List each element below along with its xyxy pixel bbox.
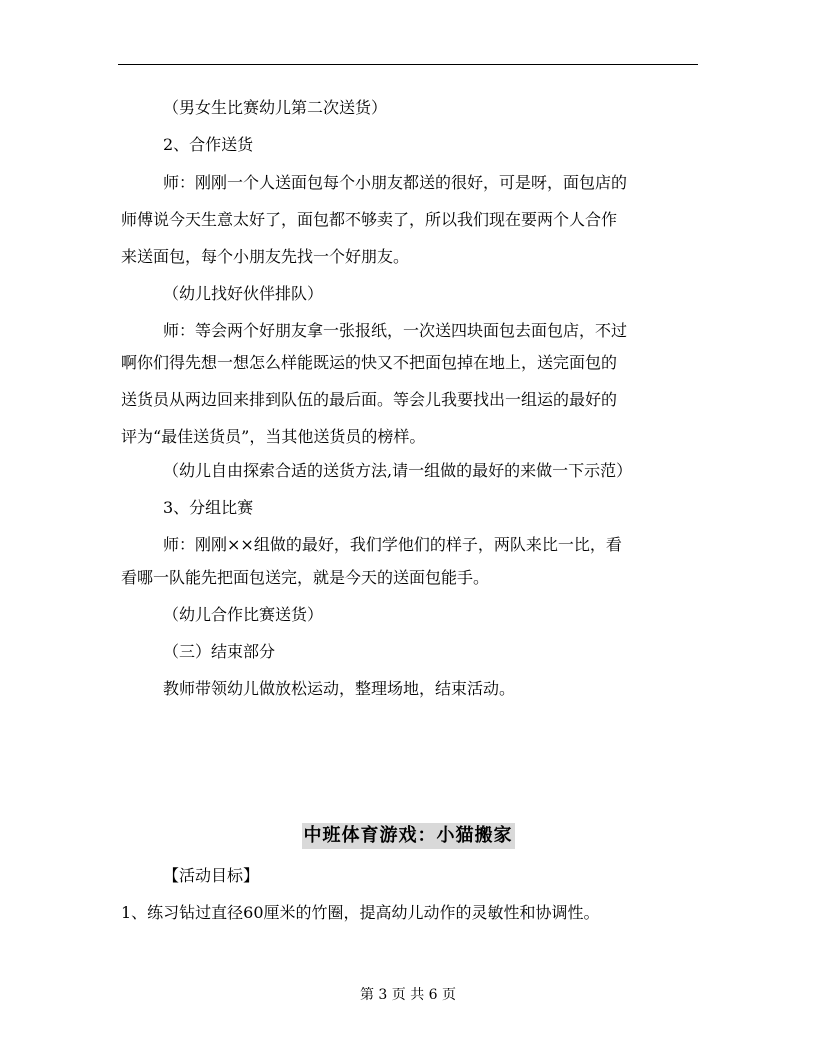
paragraph-line: 来送面包，每个小朋友先找一个好朋友。 — [121, 247, 410, 266]
paragraph-line: （幼儿自由探索合适的送货方法,请一组做的最好的来做一下示范） — [163, 461, 633, 480]
paragraph-line: 师：等会两个好朋友拿一张报纸，一次送四块面包去面包店，不过 — [163, 321, 628, 340]
paragraph-line: （男女生比赛幼儿第二次送货） — [163, 98, 388, 117]
paragraph-line: 1、练习钻过直径60厘米的竹圈，提高幼儿动作的灵敏性和协调性。 — [121, 903, 600, 922]
paragraph-line: 师傅说今天生意太好了，面包都不够卖了，所以我们现在要两个人合作 — [121, 210, 618, 229]
header-rule — [118, 64, 698, 65]
section-title-wrap — [0, 823, 816, 849]
paragraph-line: 评为“最佳送货员”，当其他送货员的榜样。 — [121, 427, 426, 446]
paragraph-line: 送货员从两边回来排到队伍的最后面。等会儿我要找出一组运的最好的 — [121, 390, 618, 409]
paragraph-line: 师：刚刚一个人送面包每个小朋友都送的很好，可是呀，面包店的 — [163, 173, 628, 192]
paragraph-line: 看哪一队能先把面包送完，就是今天的送面包能手。 — [121, 568, 490, 587]
paragraph-line: （幼儿找好伙伴排队） — [163, 284, 324, 303]
paragraph-line: 教师带领幼儿做放松运动，整理场地，结束活动。 — [163, 679, 516, 698]
paragraph-line: 啊你们得先想一想怎么样能既运的快又不把面包掉在地上，送完面包的 — [121, 353, 618, 372]
paragraph-line: 3、分组比赛 — [163, 498, 254, 517]
section-heading: 【活动目标】 — [163, 866, 260, 885]
paragraph-line: （幼儿合作比赛送货） — [163, 605, 324, 624]
page-number: 第 3 页 共 6 页 — [359, 987, 457, 1003]
paragraph-line: 师：刚刚××组做的最好，我们学他们的样子，两队来比一比，看 — [163, 535, 622, 554]
paragraph-line: （三）结束部分 — [163, 642, 276, 661]
paragraph-line: 2、合作送货 — [163, 135, 254, 154]
section-title: 中班体育游戏：小猫搬家 — [302, 823, 515, 849]
